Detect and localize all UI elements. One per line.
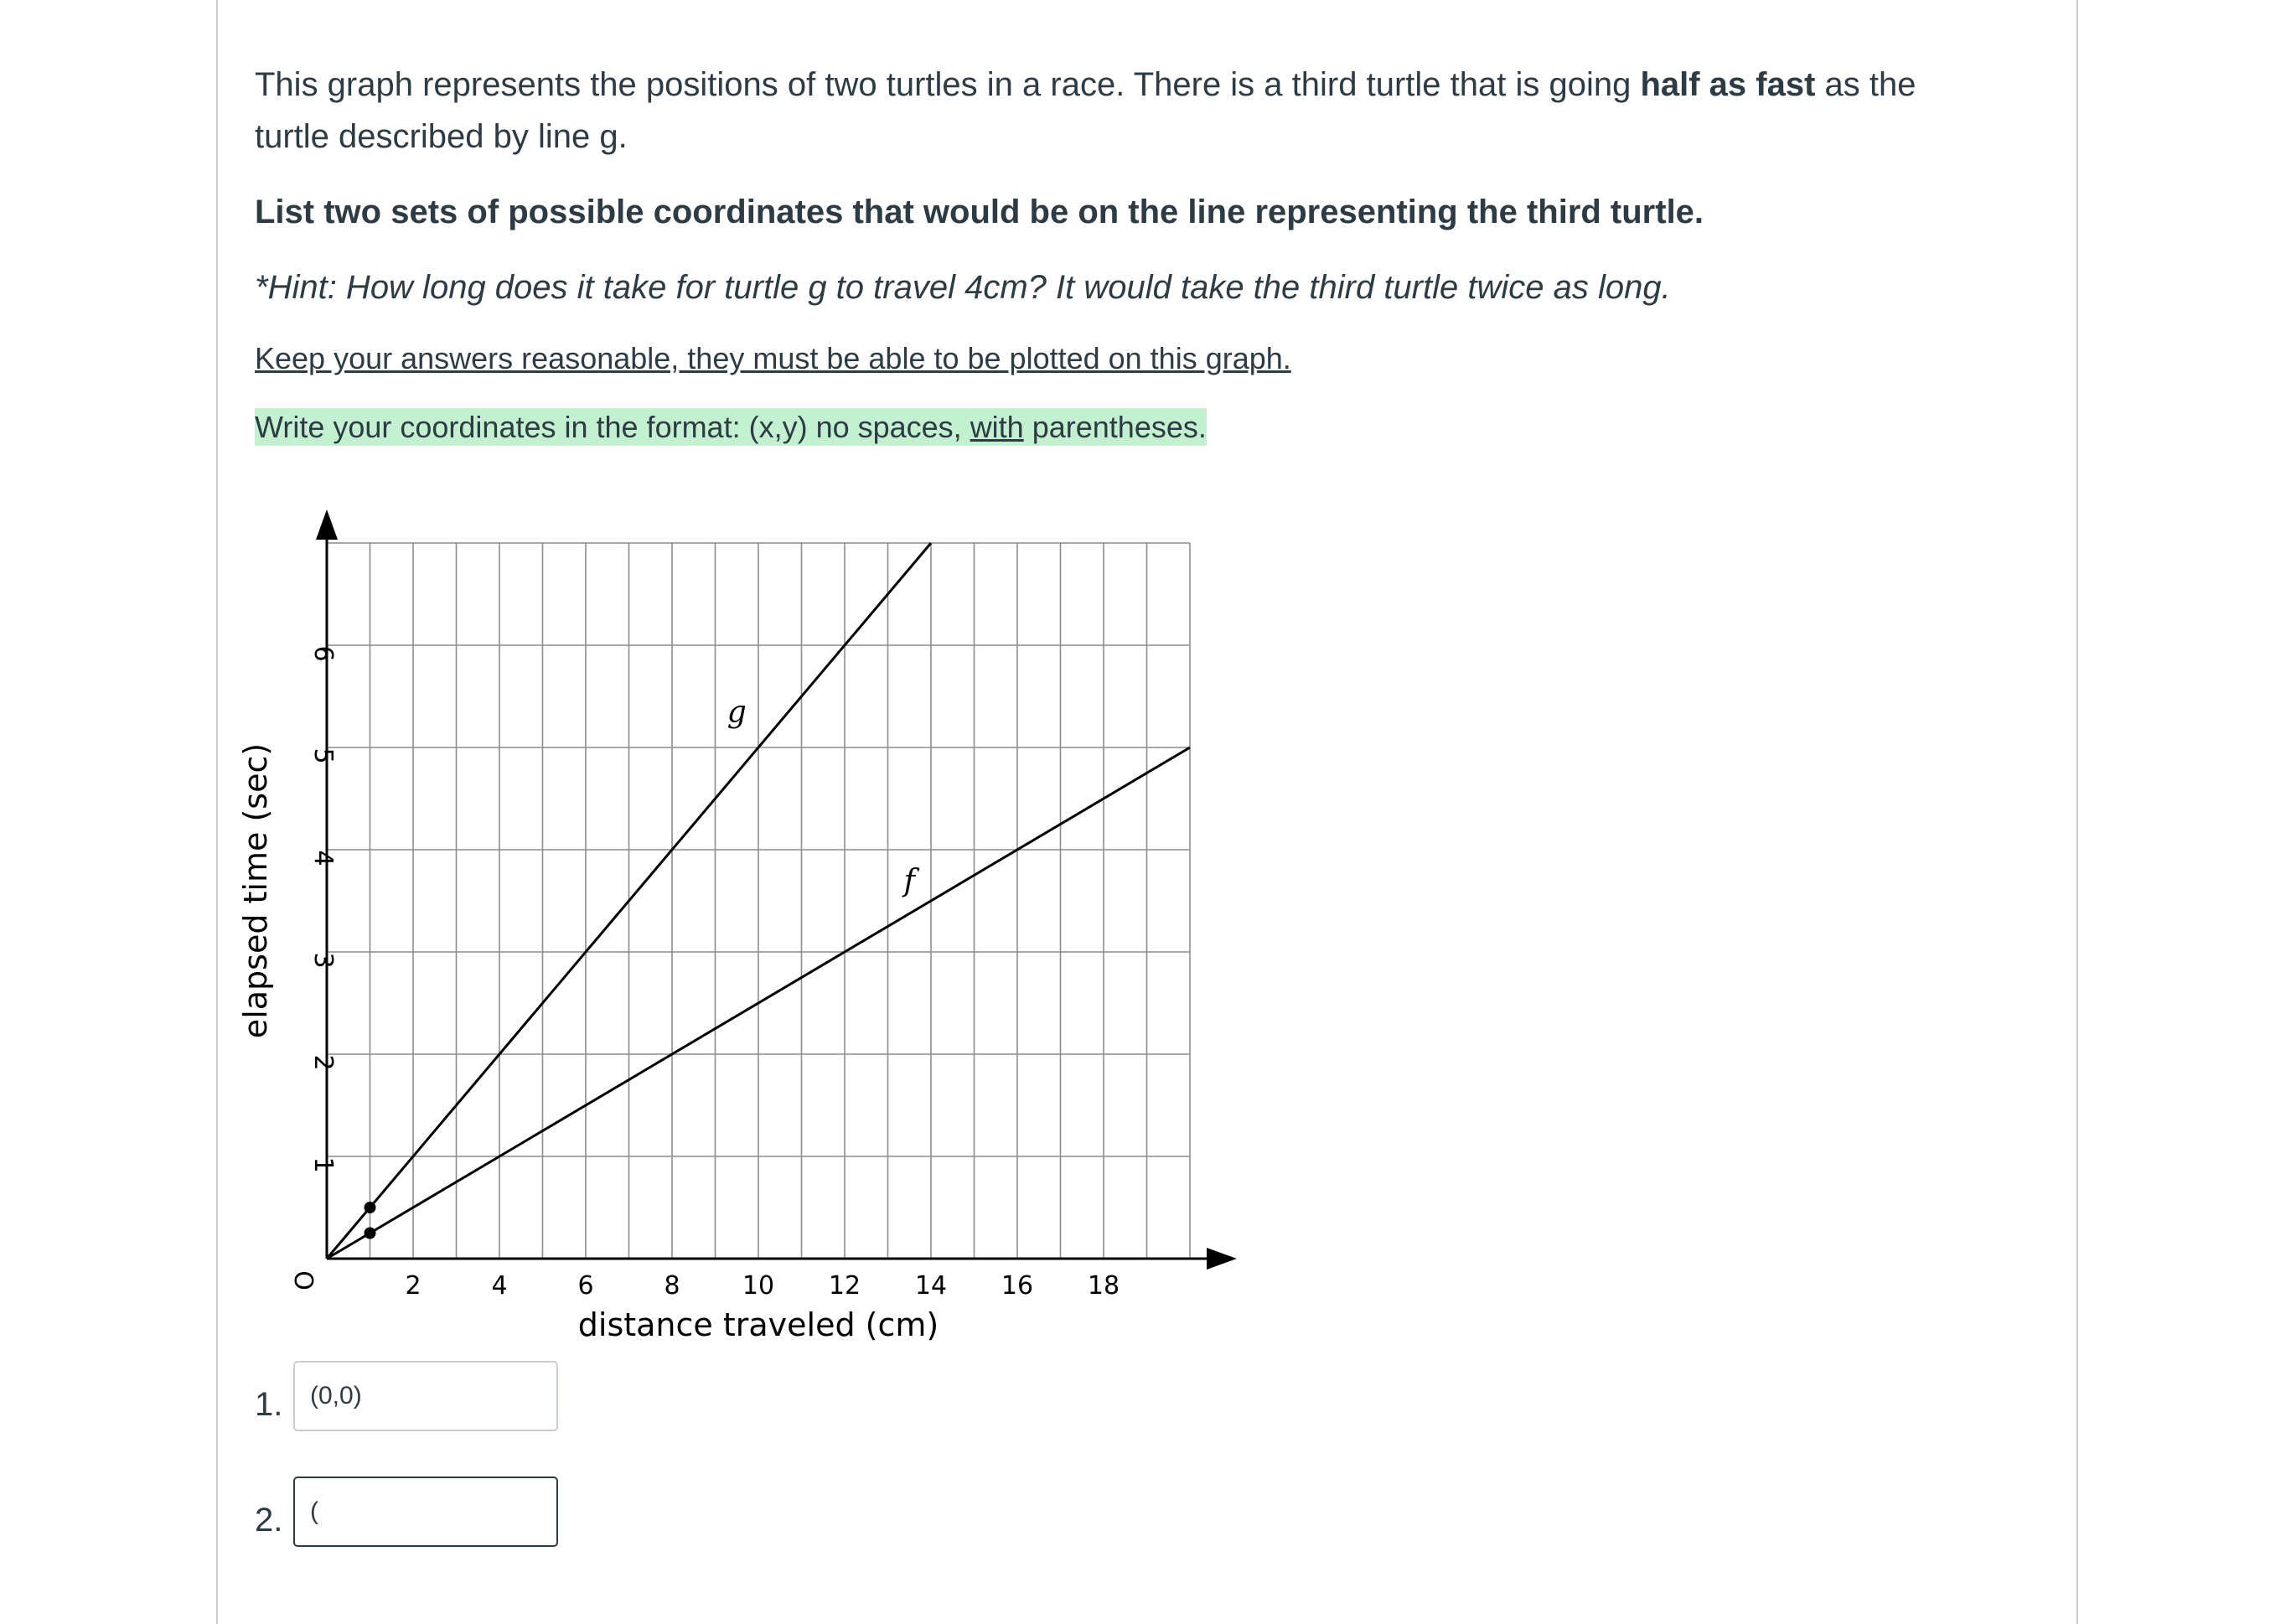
x-tick-label: 16 [1001,1271,1034,1301]
chart-axes [316,509,1237,1270]
answer-input-1[interactable] [293,1361,558,1431]
intro-emphasis: half as fast [1640,66,1816,103]
chart-grid [327,543,1190,1259]
y-tick-label: 3 [308,952,338,969]
x-axis-label: distance traveled (cm) [577,1306,939,1343]
y-tick-label: 1 [308,1156,338,1173]
format-text-2: parentheses. [1023,410,1207,444]
intro-text-1: This graph represents the positions of two turtles in a race. There is a third turtle that is going [255,66,1641,103]
x-tick-label: 2 [405,1271,421,1301]
format-instruction [255,406,1998,449]
data-point [365,1202,376,1213]
x-tick-label: 6 [577,1271,594,1301]
series-label-g: g [727,695,747,730]
question-hint: *Hint: How long does it take for turtle g to travel 4cm? It would take the third turtle twice as long. [255,269,1671,306]
data-point [365,1228,376,1239]
x-tick-label: 4 [491,1271,508,1301]
question-intro [255,59,1998,163]
origin-label: O [288,1270,318,1290]
x-tick-label: 12 [828,1271,861,1301]
answer-input-2[interactable] [293,1477,558,1547]
series-label-f: f [903,863,915,898]
turtle-race-graph [237,520,1232,1358]
y-tick-label: 2 [308,1054,338,1071]
y-axis-label: elapsed time (sec) [237,742,274,1039]
y-tick-label: 4 [308,850,338,866]
x-tick-label: 10 [742,1271,775,1301]
answer-number-1: 1. [255,1386,283,1423]
x-tick-label: 8 [664,1271,680,1301]
format-with: with [970,410,1024,444]
x-tick-label: 14 [914,1271,948,1301]
x-tick-label: 18 [1087,1271,1120,1301]
y-tick-label: 6 [308,645,338,662]
y-tick-label: 5 [308,747,338,764]
format-text-1: Write your coordinates in the format: (x,y) no spaces, [255,410,970,444]
answer-number-2: 2. [255,1502,283,1539]
intro-text-2: as the turtle described by line g. [255,66,1916,155]
question-note: Keep your answers reasonable, they must be able to be plotted on this graph. [255,341,1291,375]
question-prompt: List two sets of possible coordinates that would be on the line representing the third turtle. [255,194,1704,230]
